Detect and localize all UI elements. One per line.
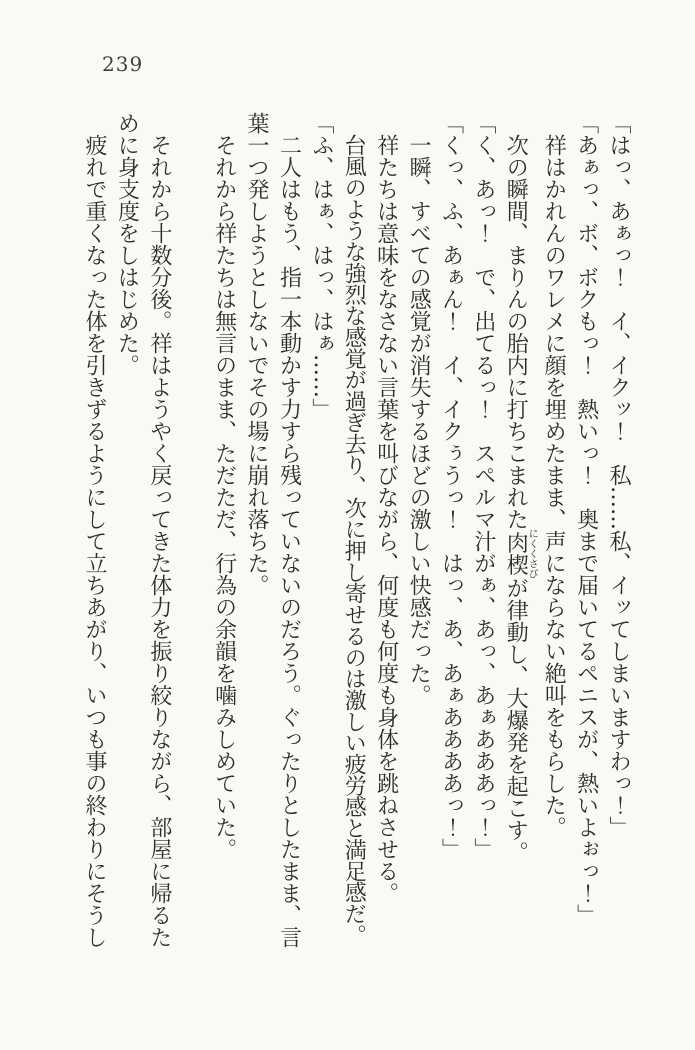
narrative-paragraph: 二人はもう、指一本動かす力すら残っていないのだろう。ぐったりとしたまま、言葉一つ発しようとしないでその場に崩れ落ちた。 — [244, 112, 302, 948]
page-number: 239 — [102, 52, 144, 76]
dialogue-paragraph: 「く、あっ！ で、出てるっ！ スペルマ汁がぁ、あっ、あぁあああっ！」 — [470, 112, 496, 860]
narrative-paragraph: それから十数分後。祥はようやく戻ってきた体力を振り絞りながら、部屋に帰るために身支度をしはじめた。 — [114, 112, 172, 948]
narrative-paragraph: 祥たちは意味をなさない言葉を叫びながら、何度も何度も身体を跳ねさせる。 — [373, 134, 399, 904]
furigana-ruby: 肉楔にくくさび — [503, 528, 538, 579]
narrative-paragraph: 祥はかれんのワレメに顔を埋めたまま、声にならない絶叫をもらした。 — [541, 134, 567, 838]
dialogue-paragraph: 「はっ、あぁっ！ イ、イクッ！ 私……私、イッてしまいますわっ！」 — [606, 112, 631, 838]
blank-line — [175, 112, 207, 950]
page-text-block — [78, 112, 634, 950]
dialogue-paragraph: 「ふ、はぁ、はっ、はぁ……」 — [308, 112, 334, 420]
narrative-paragraph: 次の瞬間、まりんの胎内に打ちこまれた肉楔にくくさびが律動し、大爆発を起こす。 — [503, 134, 538, 863]
narrative-paragraph: 台風のような強烈な感覚が過ぎ去り、次に押し寄せるのは激しい疲労感と満足感だ。 — [341, 134, 367, 946]
narrative-paragraph: 一瞬、すべての感覚が消失するほどの激しい快感だった。 — [406, 134, 432, 706]
narrative-paragraph: 疲れで重くなった体を引きずるようにして立ちあがり、いつも事の終わりにそうし — [82, 134, 108, 948]
dialogue-paragraph: 「あぁっ、ボ、ボクもっ！ 熱いっ！ 奥まで届いてるペニスが、熱いよぉっ！」 — [573, 112, 599, 926]
narrative-paragraph: それから祥たちは無言のまま、ただただ、行為の余韻を噛みしめていた。 — [211, 134, 237, 860]
dialogue-paragraph: 「くっ、ふ、あぁん！ イ、イクぅうっ！ はっ、あ、あぁああああっ！」 — [438, 112, 464, 860]
